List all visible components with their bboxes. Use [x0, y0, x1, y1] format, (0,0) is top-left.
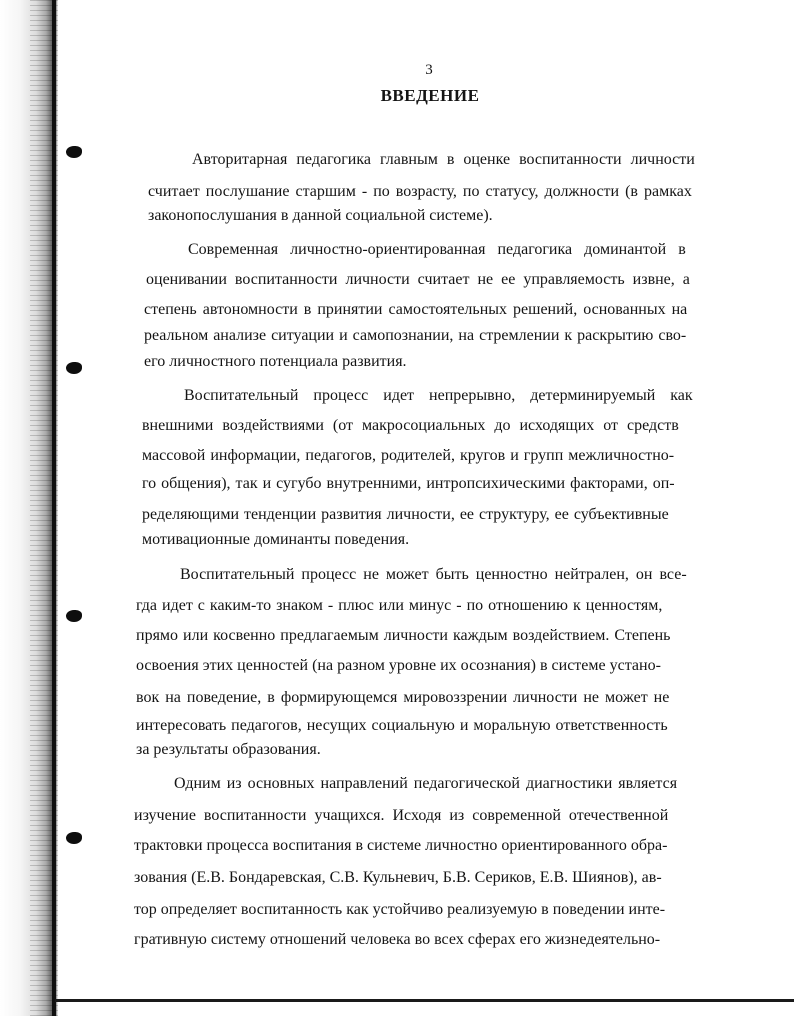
text-line: его личностного потенциала развития.: [144, 353, 407, 370]
text-line: реальном анализе ситуации и самопознании, на стремлении к раскрытию сво-: [144, 327, 687, 344]
text-line: интересовать педагогов, несущих социальную и моральную ответственность: [136, 717, 668, 734]
text-line: Одним из основных направлений педагогической диагностики является: [174, 775, 678, 792]
text-line: массовой информации, педагогов, родителей, кругов и групп межличностно-: [142, 447, 675, 464]
text-line: Воспитательный процесс не может быть ценностно нейтрален, он все-: [180, 566, 687, 583]
text-line: тор определяет воспитанность как устойчиво реализуемую в поведении инте-: [134, 901, 666, 918]
text-line: трактовки процесса воспитания в системе личностно ориентированного обра-: [134, 837, 668, 854]
text-line: прямо или косвенно предлагаемым личности каждым воздействием. Степень: [136, 627, 671, 644]
scan-edge-left: [52, 0, 56, 1016]
text-line: Авторитарная педагогика главным в оценке воспитанности личности: [192, 151, 695, 168]
text-line: вок на поведение, в формирующемся мировоззрении личности не может не: [136, 689, 670, 706]
punch-hole-mark: [66, 362, 82, 374]
text-line: мотивационные доминанты поведения.: [142, 531, 410, 548]
punch-hole-mark: [66, 832, 82, 844]
punch-hole-mark: [66, 610, 82, 622]
text-line: освоения этих ценностей (на разном уровне их осознания) в системе устано-: [136, 657, 661, 674]
text-line: Воспитательный процесс идет непрерывно, детерминируемый как: [184, 387, 693, 404]
text-line: внешними воздействиями (от макросоциальных до исходящих от средств: [142, 417, 679, 434]
text-line: степень автономности в принятии самостоятельных решений, основанных на: [144, 301, 688, 318]
scan-edge-bottom: [55, 999, 794, 1002]
text-line: гда идет с каким-то знаком - плюс или минус - по отношению к ценностям,: [136, 597, 663, 614]
text-line: изучение воспитанности учащихся. Исходя из современной отечественной: [134, 807, 669, 824]
punch-hole-mark: [66, 146, 82, 158]
text-line: Современная личностно-ориентированная педагогика доминантой в: [188, 241, 686, 258]
text-line: ределяющими тенденции развития личности, ее структуру, ее субъективные: [142, 506, 669, 523]
text-line: считает послушание старшим - по возрасту, по статусу, должности (в рамках: [148, 183, 692, 200]
text-line: го общения), так и сугубо внутренними, интропсихическими факторами, оп-: [142, 475, 675, 492]
page-number: 3: [425, 62, 433, 78]
text-line: оценивании воспитанности личности считает не ее управляемость извне, а: [146, 271, 690, 288]
text-line: гративную систему отношений человека во всех сферах его жизнедеятельно-: [134, 931, 661, 948]
text-line: зования (Е.В. Бондаревская, С.В. Кульневич, Б.В. Сериков, Е.В. Шиянов), ав-: [134, 869, 662, 886]
text-line: за результаты образования.: [136, 741, 321, 758]
text-line: законопослушания в данной социальной системе).: [148, 207, 493, 224]
section-title: ВВЕДЕНИЕ: [380, 86, 480, 105]
